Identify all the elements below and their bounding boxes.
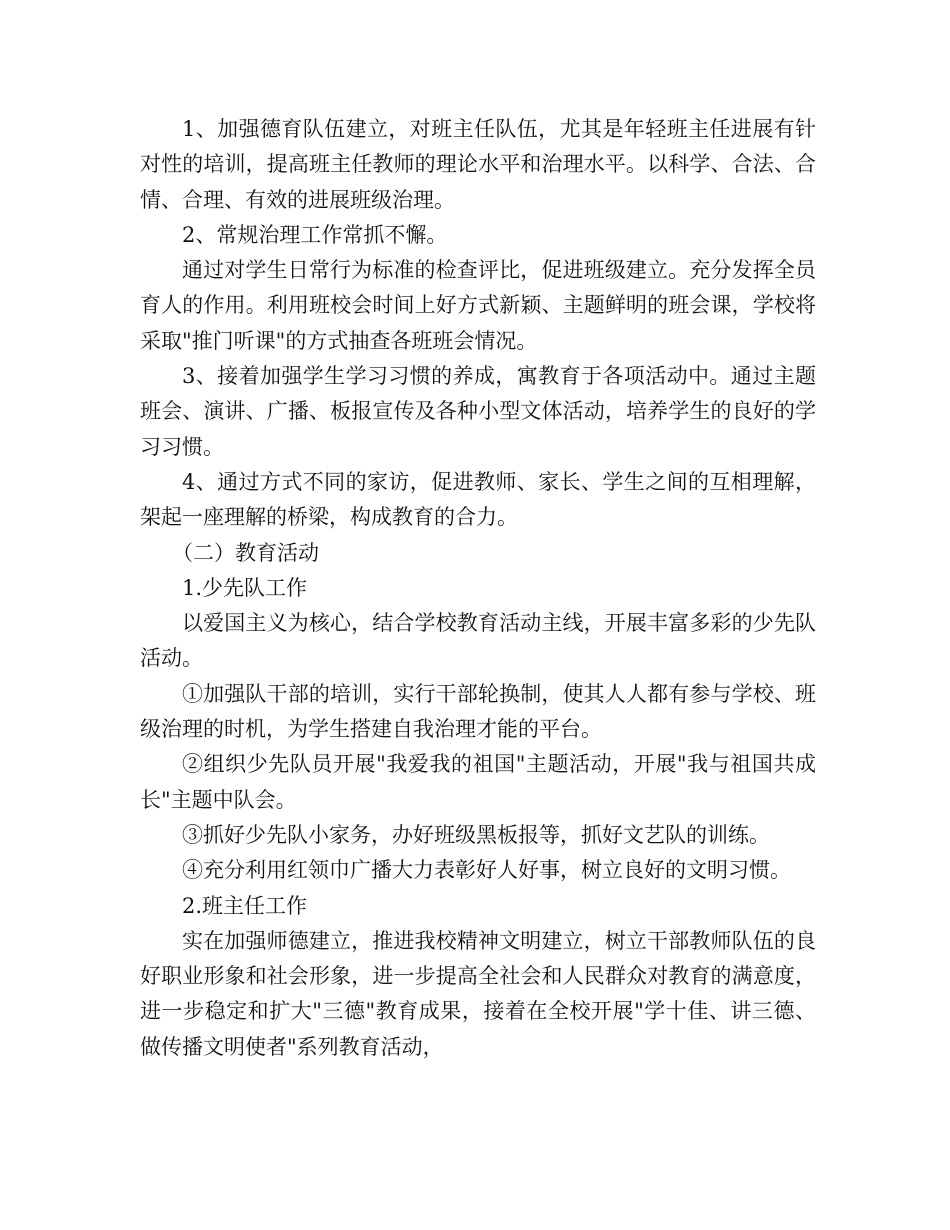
paragraph-item-1: 1、加强德育队伍建立，对班主任队伍，尤其是年轻班主任进展有针对性的培训，提高班主任教师的理论水平和治理水平。以科学、合法、合情、合理、有效的进展班级治理。 <box>140 117 816 212</box>
subsection-heading-pioneers: 1.少先队工作 <box>182 575 308 600</box>
list-item-circled-2: ②组织少先队员开展"我爱我的祖国"主题活动，开展"我与祖国共成长"主题中队会。 <box>140 752 816 812</box>
section-heading: （二）教育活动 <box>172 540 319 565</box>
paragraph-item-4: 4、通过方式不同的家访，促进教师、家长、学生之间的互相理解，架起一座理解的桥梁，构成教育的合力。 <box>140 469 816 530</box>
document-body <box>140 112 816 1065</box>
paragraph-body: 以爱国主义为核心，结合学校教育活动主线，开展丰富多彩的少先队活动。 <box>140 611 816 671</box>
paragraph-body: 通过对学生日常行为标准的检查评比，促进班级建立。充分发挥全员育人的作用。利用班校会时间上好方式新颖、主题鲜明的班会课，学校将采取"推门听课"的方式抽查各班班会情况。 <box>140 258 816 353</box>
list-item-circled-3: ③抓好少先队小家务，办好班级黑板报等，抓好文艺队的训练。 <box>182 822 770 847</box>
paragraph-item-3: 3、接着加强学生学习习惯的养成，寓教育于各项活动中。通过主题班会、演讲、广播、板报宣传及各种小型文体活动，培养学生的良好的学习习惯。 <box>140 364 816 459</box>
paragraph-item-2: 2、常规治理工作常抓不懈。 <box>182 222 448 247</box>
list-item-circled-4: ④充分利用红领巾广播大力表彰好人好事，树立良好的文明习惯。 <box>182 858 791 883</box>
subsection-heading-teachers: 2.班主任工作 <box>182 893 308 918</box>
list-item-circled-1: ①加强队干部的培训，实行干部轮换制，使其人人都有参与学校、班级治理的时机，为学生搭建自我治理才能的平台。 <box>140 681 816 742</box>
paragraph-body: 实在加强师德建立，推进我校精神文明建立，树立干部教师队伍的良好职业形象和社会形象，进一步提高全社会和人民群众对教育的满意度，进一步稳定和扩大"三德"教育成果，接着在全校开展"学十佳、讲三德、做传播文明使者"系列教育活动， <box>140 928 816 1059</box>
